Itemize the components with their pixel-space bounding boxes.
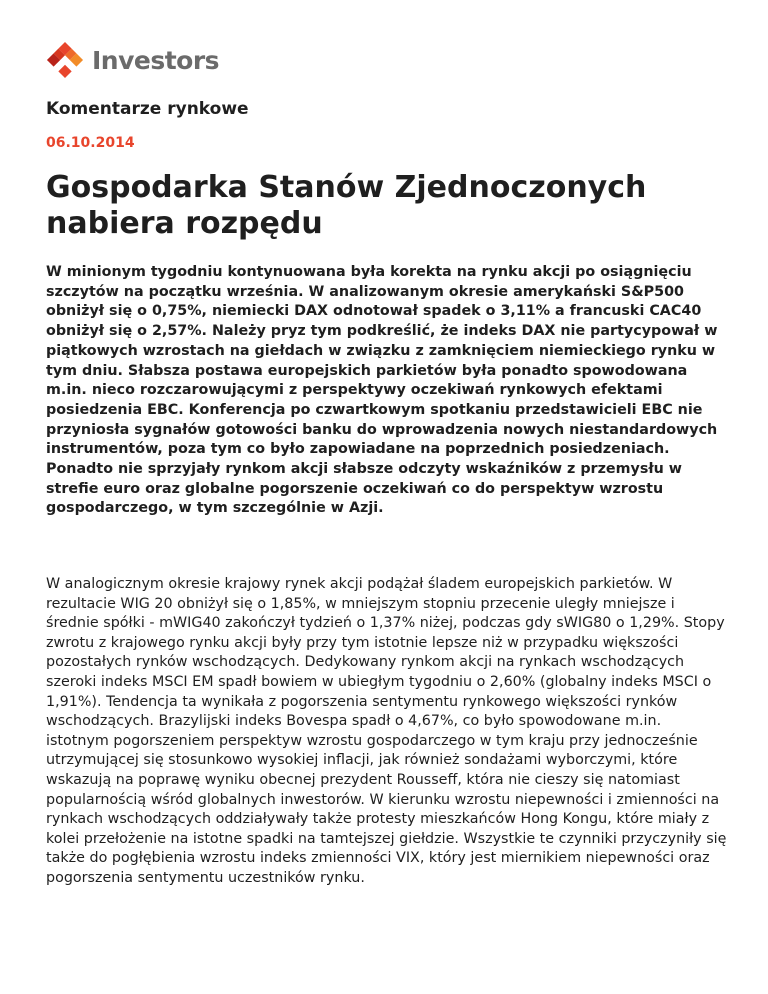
article-date: 06.10.2014 (46, 135, 135, 151)
brand-name: Investors (92, 45, 220, 75)
article-title: Gospodarka Stanów Zjednoczonych nabiera rozpędu (46, 170, 647, 241)
article-category: Komentarze rynkowe (46, 99, 249, 119)
article-body: W analogicznym okresie krajowy rynek akcji podążał śladem europejskich parkietów. W rezultacie WIG 20 obniżył się o 1,85%, w mniejszym stopniu przecenie uległy mniejsze i średnie spółki - mWIG40 zakończył tydzień o 1,37% niżej, podczas gdy sWIG80 o 1,29%. Stopy zwrotu z krajowego rynku akcji były przy tym istotnie lepsze niż w przypadku większości pozostałych rynków wschodzących. Dedykowany rynkom akcji na rynkach wschodzących szeroki indeks MSCI EM spadł bowiem w ubiegłym tygodniu o 2,60% (globalny indeks MSCI o 1,91%). Tendencja ta wynikała z pogorszenia sentymentu rynkowego większości rynków wschodzących. Brazylijski indeks Bovespa spadł o 4,67%, co było spowodowane m.in. istotnym pogorszeniem perspektyw wzrostu gospodarczego w tym kraju przy jednocześnie utrzymującej się stosunkowo wysokiej inflacji, jak również sondażami wyborczymi, które wskazują na poprawę wyniku obecnej prezydent Rousseff, która nie cieszy się natomiast popularnością wśród globalnych inwestorów. W kierunku wzrostu niepewności i zmienności na rynkach wschodzących oddziaływały także protesty mieszkańców Hong Kongu, które miały z kolei przełożenie na istotne spadki na tamtejszej giełdzie. Wszystkie te czynniki przyczyniły się także do pogłębienia wzrostu indeks zmienności VIX, który jest miernikiem niepewności oraz pogorszenia sentymentu uczestników rynku. (46, 576, 727, 886)
investors-diamond-logo-icon (46, 41, 84, 79)
article-lead: W minionym tygodniu kontynuowana była korekta na rynku akcji po osiągnięciu szczytów na początku września. W analizowanym okresie amerykański S&P500 obniżył się o 0,75%, niemiecki DAX odnotował spadek o 3,11% a francuski CAC40 obniżył się o 2,57%. Należy pryz tym podkreślić, że indeks DAX nie partycypował w piątkowych wzrostach na giełdach w związku z zamknięciem niemieckiego rynku w tym dniu. Słabsza postawa europejskich parkietów była ponadto spowodowana m.in. nieco rozczarowującymi z perspektywy oczekiwań rynkowych efektami posiedzenia EBC. Konferencja po czwartkowym spotkaniu przedstawicieli EBC nie przyniosła sygnałów gotowości banku do wprowadzenia nowych niestandardowych instrumentów, poza tym co było zapowiadane na poprzednich posiedzeniach. Ponadto nie sprzyjały rynkom akcji słabsze odczyty wskaźników z przemysłu w strefie euro oraz globalne pogorszenie oczekiwań co do perspektyw wzrostu gospodarczego, w tym szczególnie w Azji. (46, 264, 718, 517)
brand-logo[interactable] (46, 40, 219, 80)
